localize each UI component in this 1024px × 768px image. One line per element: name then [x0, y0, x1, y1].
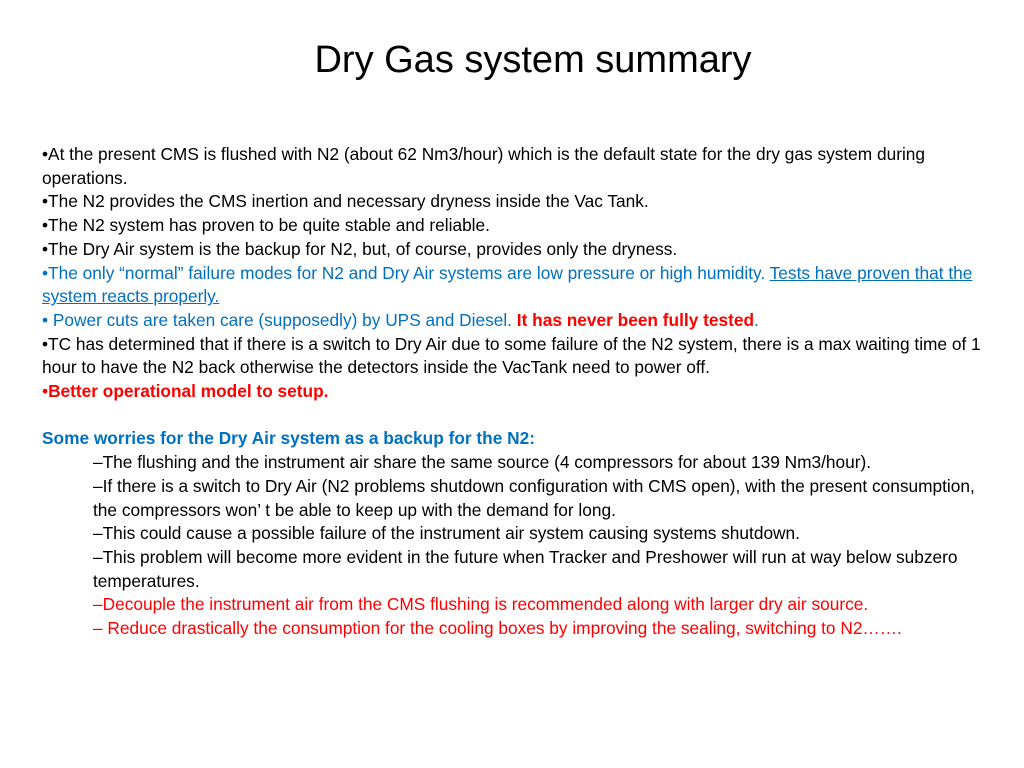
slide-body — [42, 143, 987, 641]
failure-modes-text: •The only “normal” failure modes for N2 and Dry Air systems are low pressure or high humidity. — [42, 262, 770, 283]
bullet-n2-stable: •The N2 system has proven to be quite stable and reliable. — [42, 215, 490, 236]
worry-item: –The flushing and the instrument air share the same source (4 compressors for about 139 Nm3/hour). — [93, 452, 872, 473]
bullet-n2-flushing: •At the present CMS is flushed with N2 (about 62 Nm3/hour) which is the default state for the dry gas system during operations. — [42, 144, 926, 188]
recommendation-item: – Reduce drastically the consumption for the cooling boxes by improving the sealing, switching to N2……. — [93, 618, 902, 639]
operational-model-text: Better operational model to setup. — [48, 381, 329, 402]
bullet-power-cuts — [42, 309, 987, 333]
bullet-tc-waiting-time: •TC has determined that if there is a switch to Dry Air due to some failure of the N2 system, there is a max waiting time of 1 hour to have the N2 back otherwise the detectors inside the VacTank need to power off. — [42, 333, 981, 378]
power-cuts-text: • Power cuts are taken care (supposedly) by UPS and Diesel. — [42, 309, 517, 330]
bullet-dry-air-backup: •The Dry Air system is the backup for N2, but, of course, provides only the dryness. — [42, 238, 678, 259]
power-cuts-end: . — [754, 309, 759, 330]
worry-item: –This problem will become more evident in the future when Tracker and Preshower will run at way below subzero temperatures. — [93, 546, 958, 591]
worries-heading: Some worries for the Dry Air system as a backup for the N2: — [42, 428, 535, 449]
operational-model-bullet: • — [42, 381, 49, 402]
slide-title: Dry Gas system summary — [314, 39, 752, 81]
worry-item: –If there is a switch to Dry Air (N2 problems shutdown configuration with CMS open), with the present consumption, the compressors won’ t be able to keep up with the demand for long. — [93, 475, 975, 520]
tests-link[interactable]: Tests have proven that the system reacts properly. — [42, 262, 973, 307]
bullet-operational-model — [42, 380, 987, 404]
spacer — [42, 404, 987, 428]
never-tested-text: It has never been fully tested — [516, 309, 755, 330]
worry-item: –This could cause a possible failure of the instrument air system causing systems shutdown. — [93, 523, 800, 544]
bullet-failure-modes — [42, 262, 987, 309]
bullet-n2-inertion: •The N2 provides the CMS inertion and necessary dryness inside the Vac Tank. — [42, 191, 649, 212]
recommendation-item: –Decouple the instrument air from the CMS flushing is recommended along with larger dry air source. — [93, 594, 869, 615]
